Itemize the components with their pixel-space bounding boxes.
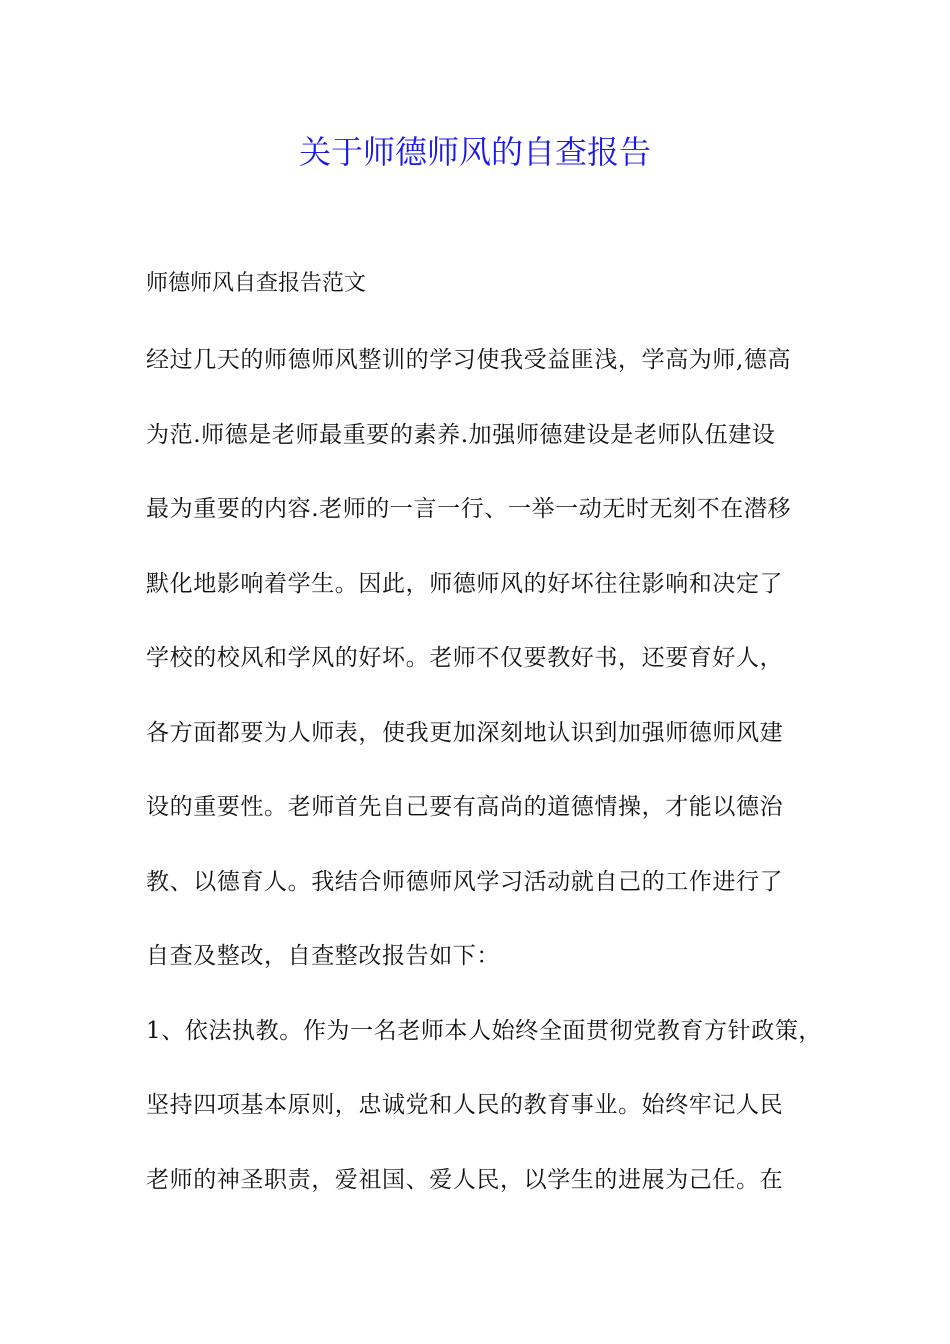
body-line: 学校的校风和学风的好坏。老师不仅要教好书，还要育好人， <box>146 645 784 671</box>
body-line: 设的重要性。老师首先自己要有高尚的道德情操，才能以德治 <box>146 794 784 820</box>
body-line: 自查及整改，自查整改报告如下： <box>146 943 500 969</box>
document-subtitle: 师德师风自查报告范文 <box>146 271 367 296</box>
document-title: 关于师德师风的自查报告 <box>298 133 651 171</box>
body-line: 最为重要的内容.老师的一言一行、一举一动无时无刻不在潜移 <box>146 496 792 522</box>
body-line: 各方面都要为人师表，使我更加深刻地认识到加强师德师风建 <box>146 719 784 746</box>
body-line: 经过几天的师德师风整训的学习使我受益匪浅，学高为师,德高 <box>146 347 792 373</box>
body-line: 1、依法执教。作为一名老师本人始终全面贯彻党教育方针政策， <box>146 1017 823 1044</box>
body-line: 教、以德育人。我结合师德师风学习活动就自己的工作进行了 <box>146 868 784 895</box>
body-line: 为范.师德是老师最重要的素养.加强师德建设是老师队伍建设 <box>146 421 776 448</box>
document-body <box>146 340 836 1234</box>
body-line: 老师的神圣职责，爱祖国、爱人民，以学生的进展为己任。在 <box>146 1166 784 1193</box>
body-line: 默化地影响着学生。因此，师德师风的好坏往往影响和决定了 <box>146 570 784 597</box>
body-line: 坚持四项基本原则，忠诚党和人民的教育事业。始终牢记人民 <box>146 1092 784 1118</box>
